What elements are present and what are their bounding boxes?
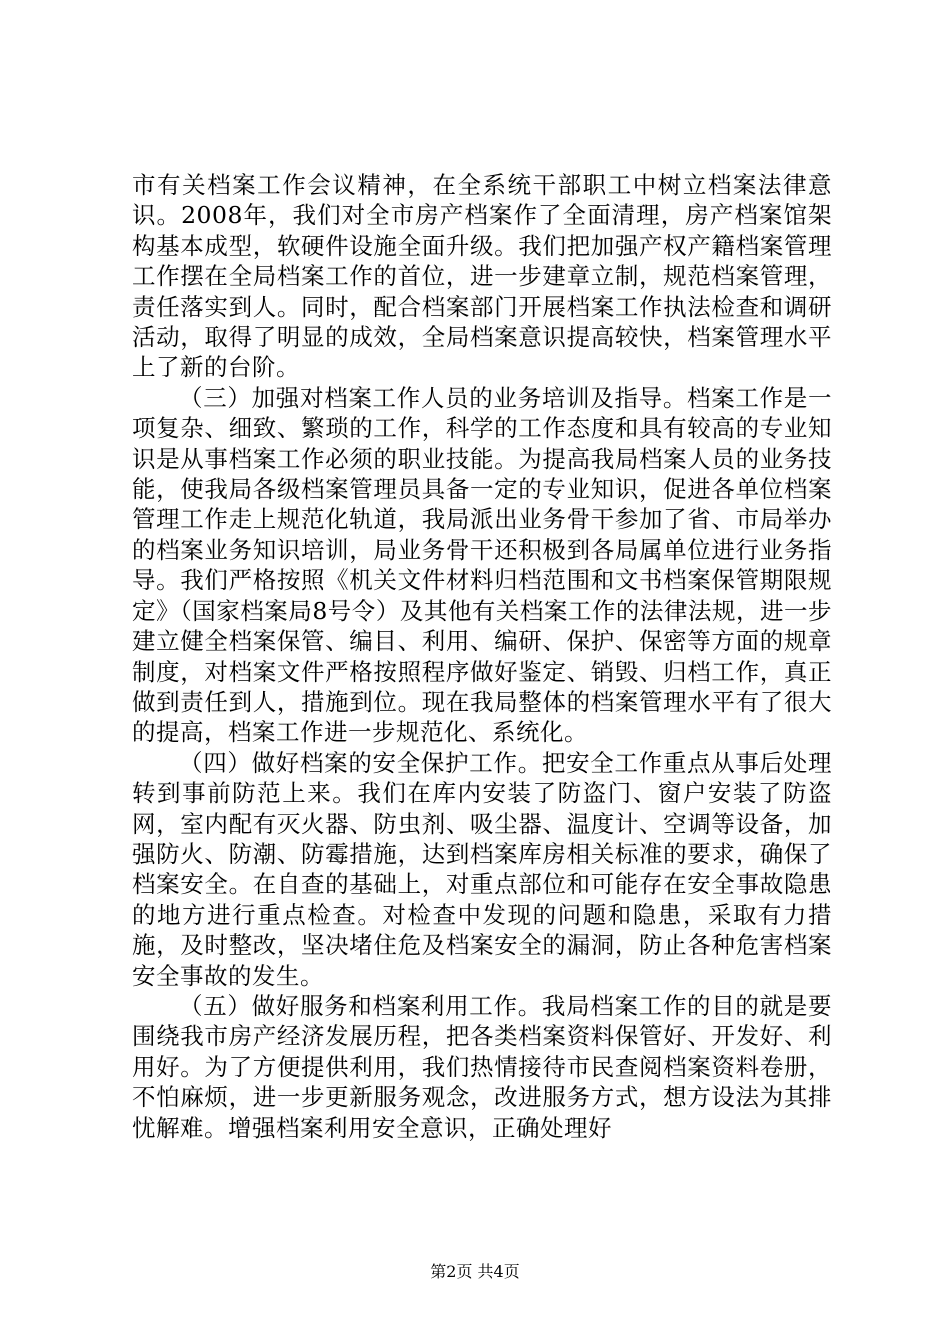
paragraph-4: （五）做好服务和档案利用工作。我局档案工作的目的就是要围绕我市房产经济发展历程，把各类档案资料保管好、开发好、利用好。为了方便提供利用，我们热情接待市民查阅档案资料卷册，不怕麻烦，进一步更新服务观念，改进服务方式，想方设法为其排忧解难。增强档案利用安全意识，正确处理好 — [132, 991, 832, 1142]
body-text — [132, 170, 832, 1143]
paragraph-1: 市有关档案工作会议精神，在全系统干部职工中树立档案法律意识。2008年，我们对全市房产档案作了全面清理，房产档案馆架构基本成型，软硬件设施全面升级。我们把加强产权产籍档案管理工作摆在全局档案工作的首位，进一步建章立制，规范档案管理，责任落实到人。同时，配合档案部门开展档案工作执法检查和调研活动，取得了明显的成效，全局档案意识提高较快，档案管理水平上了新的台阶。 — [132, 171, 832, 382]
page-footer: 第2页 共4页 — [430, 1262, 520, 1281]
paragraph-2: （三）加强对档案工作人员的业务培训及指导。档案工作是一项复杂、细致、繁琐的工作，科学的工作态度和具有较高的专业知识是从事档案工作必须的职业技能。为提高我局档案人员的业务技能，使我局各级档案管理员具备一定的专业知识，促进各单位档案管理工作走上规范化轨道，我局派出业务骨干参加了省、市局举办的档案业务知识培训，局业务骨干还积极到各局属单位进行业务指导。我们严格按照《机关文件材料归档范围和文书档案保管期限规定》（国家档案局8号令）及其他有关档案工作的法律法规，进一步建立健全档案保管、编目、利用、编研、保护、保密等方面的规章制度，对档案文件严格按照程序做好鉴定、销毁、归档工作，真正做到责任到人，措施到位。现在我局整体的档案管理水平有了很大的提高，档案工作进一步规范化、系统化。 — [132, 383, 832, 747]
paragraph-3: （四）做好档案的安全保护工作。把安全工作重点从事后处理转到事前防范上来。我们在库内安装了防盗门、窗户安装了防盗网，室内配有灭火器、防虫剂、吸尘器、温度计、空调等设备，加强防火、防潮、防霉措施，达到档案库房相关标准的要求，确保了档案安全。在自查的基础上，对重点部位和可能存在安全事故隐患的地方进行重点检查。对检查中发现的问题和隐患，采取有力措施，及时整改，坚决堵住危及档案安全的漏洞，防止各种危害档案安全事故的发生。 — [132, 748, 832, 990]
